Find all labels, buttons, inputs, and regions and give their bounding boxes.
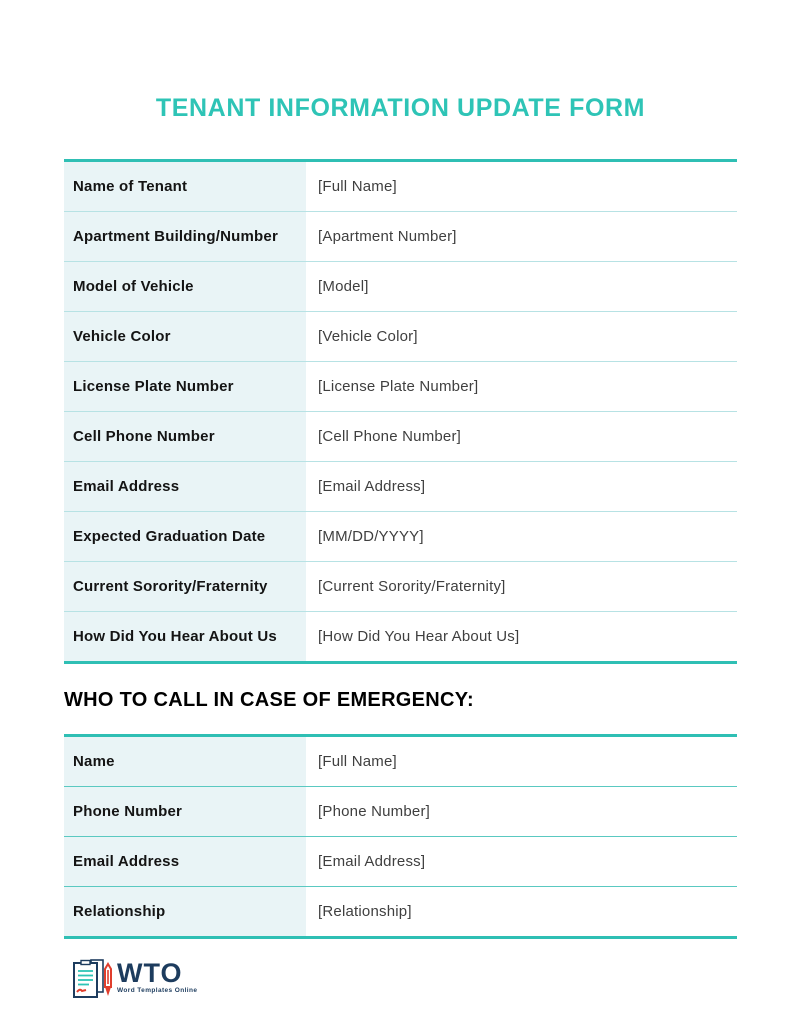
field-value-placeholder[interactable]: [Email Address] — [306, 462, 737, 512]
tenant-info-table — [64, 159, 737, 664]
field-value-placeholder[interactable]: [Model] — [306, 262, 737, 312]
emergency-contact-table — [64, 734, 737, 939]
field-label: Expected Graduation Date — [64, 512, 306, 562]
table-row — [64, 212, 737, 262]
field-label: Current Sorority/Fraternity — [64, 562, 306, 612]
field-value-placeholder[interactable]: [Full Name] — [318, 753, 397, 770]
field-value-placeholder[interactable]: [Apartment Number] — [306, 212, 737, 262]
table-row — [64, 312, 737, 362]
field-label: How Did You Hear About Us — [64, 612, 306, 663]
page-title: TENANT INFORMATION UPDATE FORM — [155, 94, 646, 122]
field-label: Email Address — [64, 837, 306, 887]
field-label: Vehicle Color — [64, 312, 306, 362]
wto-logo — [71, 958, 197, 1002]
table-row — [64, 462, 737, 512]
field-value-placeholder[interactable]: [Phone Number] — [306, 787, 737, 837]
logo-wordmark: WTO — [117, 958, 183, 988]
table-row — [64, 362, 737, 412]
field-label: Name of Tenant — [64, 161, 306, 212]
field-value-placeholder[interactable]: [Full Name] — [318, 178, 397, 195]
field-value-placeholder[interactable]: [Email Address] — [306, 837, 737, 887]
table-row — [64, 562, 737, 612]
emergency-section-heading: WHO TO CALL IN CASE OF EMERGENCY: — [64, 689, 474, 711]
table-row — [64, 736, 737, 787]
logo-caption: Word Templates Online — [117, 987, 198, 994]
table-row — [64, 887, 737, 938]
field-label: Email Address — [64, 462, 306, 512]
field-value-placeholder[interactable]: [MM/DD/YYYY] — [306, 512, 737, 562]
field-label: Apartment Building/Number — [64, 212, 306, 262]
field-value-placeholder[interactable]: [Current Sorority/Fraternity] — [306, 562, 737, 612]
field-label: Cell Phone Number — [64, 412, 306, 462]
table-row — [64, 412, 737, 462]
field-value-placeholder[interactable]: [License Plate Number] — [306, 362, 737, 412]
table-row — [64, 612, 737, 663]
field-value-placeholder[interactable]: [Vehicle Color] — [306, 312, 737, 362]
table-row — [64, 161, 737, 212]
field-label: Phone Number — [64, 787, 306, 837]
field-label: Name — [64, 736, 306, 787]
table-row — [64, 262, 737, 312]
field-value-placeholder[interactable]: [How Did You Hear About Us] — [306, 612, 737, 663]
field-label: Relationship — [64, 887, 306, 938]
logo-text-block — [117, 960, 197, 994]
field-label: License Plate Number — [64, 362, 306, 412]
field-value-placeholder[interactable]: [Relationship] — [306, 887, 737, 938]
field-value-placeholder[interactable]: [Cell Phone Number] — [306, 412, 737, 462]
table-row — [64, 787, 737, 837]
table-row — [64, 512, 737, 562]
clipboard-pen-icon — [71, 958, 115, 1002]
field-label: Model of Vehicle — [64, 262, 306, 312]
table-row — [64, 837, 737, 887]
